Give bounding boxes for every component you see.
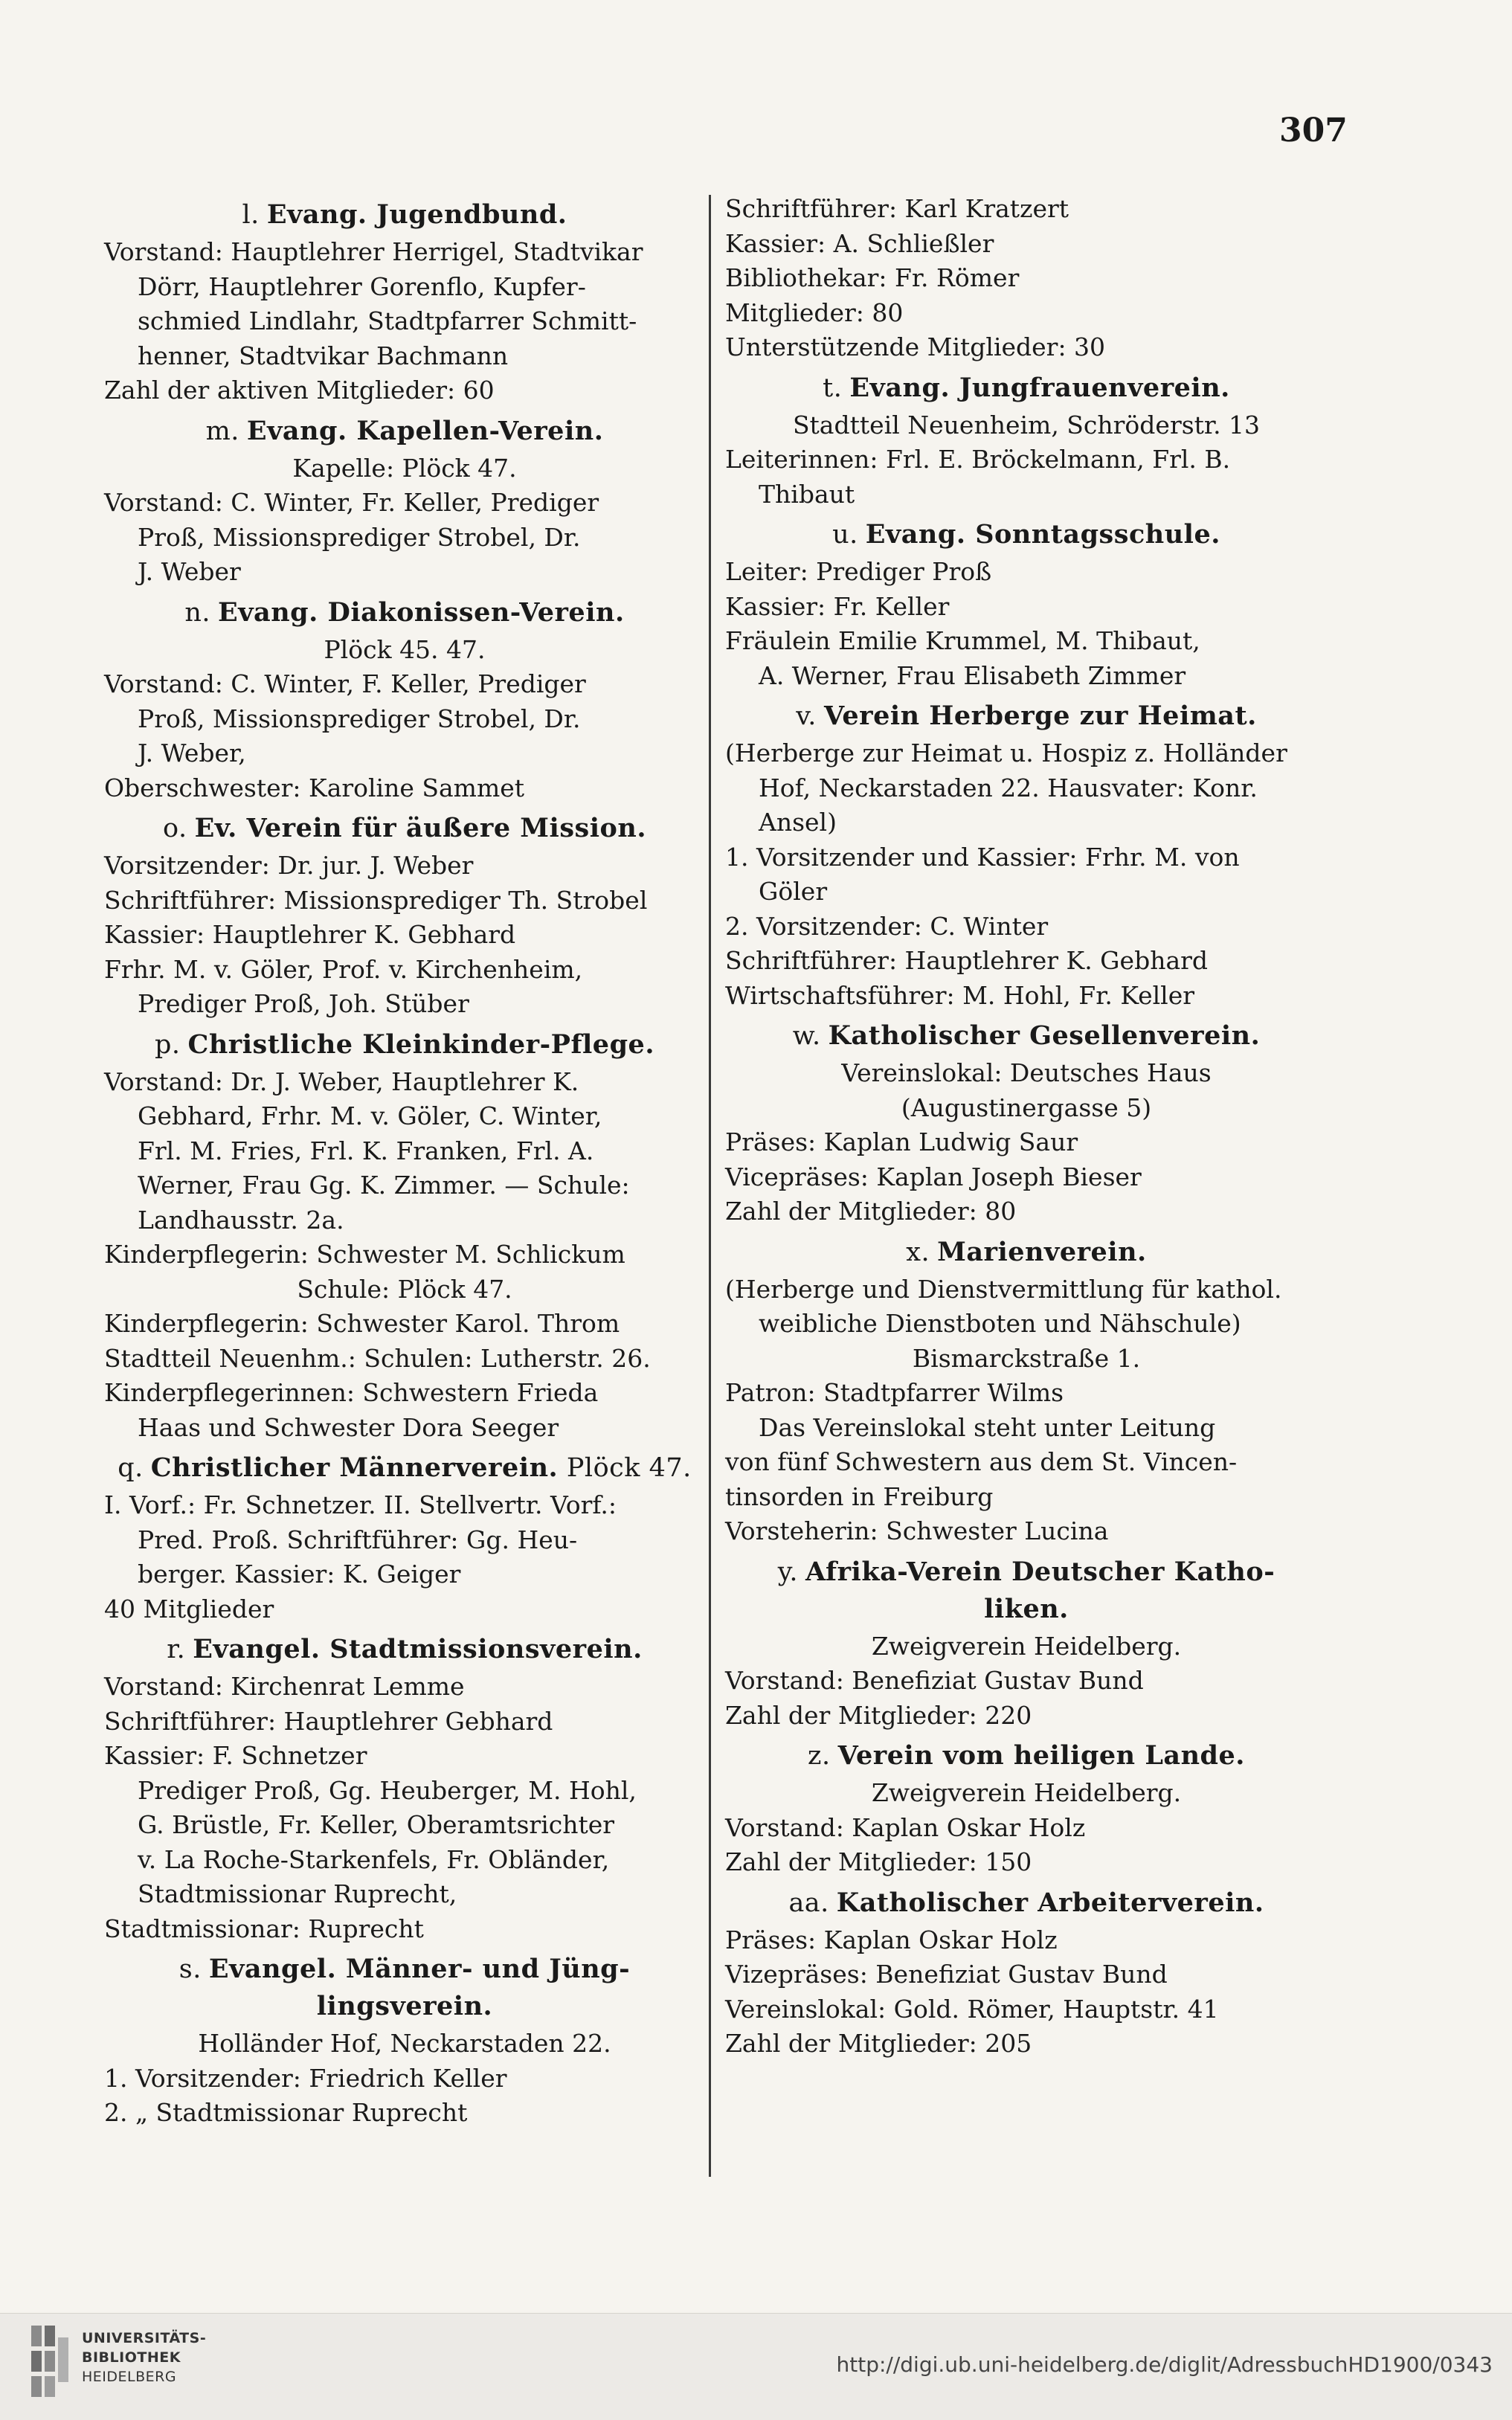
entry-line: Leiterinnen: Frl. E. Bröckelmann, Frl. B. [725, 445, 1231, 474]
entry-line: tinsorden in Freiburg [725, 1481, 994, 1511]
entry-line: v. La Roche-Starkenfels, Fr. Obländer, [138, 1844, 610, 1874]
entry-line: Bismarckstraße 1. [912, 1343, 1141, 1373]
source-url-link[interactable]: http://digi.ub.uni-heidelberg.de/diglit/AdressbuchHD1900/0343 [836, 2352, 1493, 2377]
entry-line: Zweigverein Heidelberg. [871, 1778, 1182, 1807]
entry-letter: q. [118, 1453, 144, 1483]
library-line2: BIBLIOTHEK [82, 2349, 181, 2366]
entry-line: Kassier: Fr. Keller [725, 591, 950, 621]
entry-line: Zahl der Mitglieder: 150 [725, 1847, 1032, 1876]
entry-line: Mitglieder: 80 [725, 297, 904, 327]
entry-line: 40 Mitglieder [104, 1594, 274, 1623]
entry-line: weibliche Dienstboten und Nähschule) [759, 1309, 1241, 1338]
entry-line: Wirtschaftsführer: M. Hohl, Fr. Keller [725, 980, 1195, 1010]
entry-line: Kassier: A. Schließler [725, 228, 994, 258]
entry-title: Verein vom heiligen Lande. [837, 1740, 1245, 1771]
entry-line: Vereinslokal: Gold. Römer, Hauptstr. 41 [725, 1994, 1219, 2024]
entry-line: Kapelle: Plöck 47. [292, 453, 517, 483]
entry-title: Christliche Kleinkinder-Pflege. [187, 1029, 655, 1060]
entry-line: Stadtmissionar: Ruprecht [104, 1914, 424, 1943]
entry-letter: l. [242, 200, 260, 230]
entry-line: Schriftführer: Karl Kratzert [725, 194, 1069, 223]
entry-heading [725, 699, 1328, 733]
entry-heading [725, 1235, 1328, 1269]
entry-line: Präses: Kaplan Oskar Holz [725, 1925, 1058, 1954]
entry-heading [725, 518, 1328, 552]
entry-line: Göler [759, 877, 828, 906]
entry-line: Oberschwester: Karoline Sammet [104, 773, 525, 802]
entry-line: 2. „ Stadtmissionar Ruprecht [104, 2098, 468, 2127]
entry-line: Schriftführer: Missionsprediger Th. Strobel [104, 885, 648, 915]
entry-letter: w. [792, 1021, 821, 1051]
entry-heading [725, 1555, 1328, 1589]
entry-heading [104, 198, 705, 232]
entry-line: von fünf Schwestern aus dem St. Vincen- [725, 1447, 1238, 1476]
entry-title: Marienverein. [937, 1236, 1147, 1267]
directory-entry [104, 1952, 705, 2131]
entry-line: henner, Stadtvikar Bachmann [138, 341, 509, 370]
entry-title: Evang. Sonntagsschule. [865, 519, 1220, 550]
entry-line: Vorstand: Dr. J. Weber, Hauptlehrer K. [104, 1066, 579, 1096]
directory-entry [725, 1555, 1328, 1734]
entry-line: (Herberge zur Heimat u. Hospiz z. Holländer [725, 738, 1287, 767]
directory-entry [104, 1632, 705, 1946]
entry-title: Christlicher Männerverein. [150, 1452, 559, 1483]
entry-line: Zahl der Mitglieder: 220 [725, 1700, 1032, 1730]
entry-line: Fräulein Emilie Krummel, M. Thibaut, [725, 626, 1200, 655]
directory-entry [104, 198, 705, 408]
entry-letter: u. [832, 520, 858, 550]
entry-heading-continued: liken. [984, 1593, 1069, 1624]
entry-heading-continued: lingsverein. [316, 1991, 493, 2021]
entry-line: Proß, Missionsprediger Strobel, Dr. [138, 704, 581, 733]
entry-title: Katholischer Arbeiterverein. [836, 1887, 1264, 1918]
entry-heading [725, 1886, 1328, 1920]
entry-line: Unterstützende Mitglieder: 30 [725, 332, 1106, 361]
entry-line: Kassier: Hauptlehrer K. Gebhard [104, 920, 516, 949]
entry-line: Stadtmissionar Ruprecht, [138, 1879, 457, 1908]
entry-line: I. Vorf.: Fr. Schnetzer. II. Stellvertr. Vorf.: [104, 1490, 617, 1519]
entry-address: Plöck 47. [558, 1453, 692, 1483]
directory-entry [725, 1739, 1328, 1880]
entry-line: Vorsteherin: Schwester Lucina [725, 1516, 1109, 1545]
directory-entry [104, 811, 705, 1022]
entry-line: Zahl der Mitglieder: 205 [725, 2029, 1032, 2058]
entry-line: 2. Vorsitzender: C. Winter [725, 911, 1049, 941]
entry-letter: v. [796, 701, 817, 731]
entry-letter: x. [906, 1237, 930, 1267]
entry-heading [725, 371, 1328, 405]
entry-letter: r. [167, 1635, 186, 1664]
directory-entry [104, 1028, 705, 1446]
entry-title: Afrika-Verein Deutscher Katho- [805, 1556, 1275, 1587]
entry-line: Hof, Neckarstaden 22. Hausvater: Konr. [759, 773, 1258, 802]
entry-line: Vorstand: Kaplan Oskar Holz [725, 1812, 1086, 1842]
entry-line: Frl. M. Fries, Frl. K. Franken, Frl. A. [138, 1136, 594, 1165]
entry-heading [104, 596, 705, 630]
entry-heading [104, 1632, 705, 1667]
column-divider [709, 195, 711, 2177]
entry-heading [725, 1739, 1328, 1773]
entry-line: Präses: Kaplan Ludwig Saur [725, 1127, 1078, 1156]
entry-line: Frhr. M. v. Göler, Prof. v. Kirchenheim, [104, 954, 583, 984]
right-column [725, 192, 1328, 2065]
entry-line: J. Weber [138, 557, 241, 586]
entry-line: Schriftführer: Hauptlehrer Gebhard [104, 1706, 553, 1736]
entry-letter: s. [178, 1954, 202, 1984]
directory-entry [725, 371, 1328, 512]
entry-line: Ansel) [759, 808, 837, 837]
entry-line: Holländer Hof, Neckarstaden 22. [198, 2029, 611, 2058]
entry-title: Evang. Jugendbund. [266, 199, 567, 230]
entry-line: Schule: Plöck 47. [297, 1274, 512, 1304]
entry-line: Das Vereinslokal steht unter Leitung [759, 1412, 1216, 1442]
entry-heading [104, 414, 705, 448]
entry-line: Patron: Stadtpfarrer Wilms [725, 1378, 1064, 1407]
entry-line: 1. Vorsitzender: Friedrich Keller [104, 2063, 507, 2093]
entry-line: Landhausstr. 2a. [138, 1205, 344, 1235]
entry-letter: p. [154, 1029, 181, 1060]
entry-heading [104, 1952, 705, 1986]
library-logo-icon [28, 2323, 73, 2400]
entry-line: Stadtteil Neuenhm.: Schulen: Lutherstr. 26. [104, 1343, 651, 1373]
entry-line: Pred. Proß. Schriftführer: Gg. Heu- [138, 1525, 578, 1554]
entry-line: 1. Vorsitzender und Kassier: Frhr. M. von [725, 842, 1240, 872]
entry-line: J. Weber, [138, 738, 246, 767]
entry-line: (Herberge und Dienstvermittlung für kathol. [725, 1274, 1282, 1304]
entry-letter: aa. [788, 1888, 829, 1918]
entry-line: Leiter: Prediger Proß [725, 557, 992, 586]
entry-line: Thibaut [759, 479, 855, 509]
entry-line: schmied Lindlahr, Stadtpfarrer Schmitt- [138, 306, 637, 335]
directory-entry [104, 1451, 705, 1626]
directory-entry [725, 1019, 1328, 1229]
entry-line: Vorstand: Hauptlehrer Herrigel, Stadtvikar [104, 237, 643, 266]
directory-entry [104, 596, 705, 806]
entry-heading [725, 1019, 1328, 1053]
entry-line: Dörr, Hauptlehrer Gorenflo, Kupfer- [138, 271, 586, 301]
entry-line: Bibliothekar: Fr. Römer [725, 263, 1020, 292]
directory-entry [725, 1235, 1328, 1549]
entry-line: Vicepräses: Kaplan Joseph Bieser [725, 1162, 1142, 1191]
entry-letter: t. [823, 373, 843, 403]
entry-line: Vorsitzender: Dr. jur. J. Weber [104, 851, 474, 880]
entry-title: Evang. Jungfrauenverein. [849, 372, 1230, 403]
entry-line: Kinderpflegerinnen: Schwestern Frieda [104, 1378, 599, 1407]
directory-entry [725, 518, 1328, 693]
library-name [82, 2329, 206, 2387]
entry-title: Katholischer Gesellenverein. [828, 1020, 1261, 1051]
entry-title: Evang. Diakonissen-Verein. [218, 596, 625, 628]
entry-line: Kinderpflegerin: Schwester Karol. Throm [104, 1309, 620, 1338]
directory-entry [104, 414, 705, 590]
entry-heading [104, 1028, 705, 1062]
entry-line: Vorstand: Kirchenrat Lemme [104, 1672, 465, 1701]
page-number: 307 [1279, 112, 1348, 149]
entry-letter: o. [162, 814, 187, 843]
entry-line: Vorstand: C. Winter, F. Keller, Prediger [104, 669, 586, 698]
entry-line: Prediger Proß, Joh. Stüber [138, 989, 469, 1018]
entry-line: Schriftführer: Hauptlehrer K. Gebhard [725, 946, 1209, 975]
entry-line: Vorstand: Benefiziat Gustav Bund [725, 1666, 1144, 1695]
entry-letter: m. [205, 416, 239, 446]
entry-line: Zahl der Mitglieder: 80 [725, 1197, 1017, 1226]
entry-title: Verein Herberge zur Heimat. [823, 701, 1257, 731]
entry-line: Prediger Proß, Gg. Heuberger, M. Hohl, [138, 1775, 637, 1805]
entry-line: berger. Kassier: K. Geiger [138, 1560, 461, 1589]
entry-title: Evang. Kapellen-Verein. [246, 415, 604, 446]
entry-title: Evangel. Männer- und Jüng- [208, 1954, 631, 1984]
directory-entry [725, 699, 1328, 1013]
entry-line: Vizepräses: Benefiziat Gustav Bund [725, 1960, 1168, 1989]
directory-entry [725, 192, 1328, 365]
library-line1: UNIVERSITÄTS- [82, 2330, 207, 2346]
left-column [104, 192, 705, 2134]
entry-line: Zahl der aktiven Mitglieder: 60 [104, 376, 495, 405]
entry-line: A. Werner, Frau Elisabeth Zimmer [759, 660, 1186, 690]
directory-entry [725, 1886, 1328, 2062]
entry-line: Kinderpflegerin: Schwester M. Schlickum [104, 1240, 625, 1269]
entry-line: Gebhard, Frhr. M. v. Göler, C. Winter, [138, 1101, 602, 1130]
entry-title: Evangel. Stadtmissionsverein. [193, 1634, 643, 1664]
entry-line: Kassier: F. Schnetzer [104, 1741, 367, 1770]
entry-line: (Augustinergasse 5) [901, 1092, 1152, 1122]
entry-line: Plöck 45. 47. [324, 634, 486, 664]
entry-line: Proß, Missionsprediger Strobel, Dr. [138, 522, 581, 552]
entry-line: Vorstand: C. Winter, Fr. Keller, Prediger [104, 488, 599, 517]
entry-line: G. Brüstle, Fr. Keller, Oberamtsrichter [138, 1810, 615, 1839]
entry-letter: n. [184, 597, 211, 628]
entry-line: Vereinslokal: Deutsches Haus [841, 1058, 1212, 1087]
entry-title: Ev. Verein für äußere Mission. [194, 813, 647, 843]
footer-bar [0, 2313, 1512, 2420]
entry-letter: z. [808, 1741, 831, 1771]
entry-heading [104, 811, 705, 846]
entry-line: Stadtteil Neuenheim, Schröderstr. 13 [792, 410, 1261, 440]
entry-heading [104, 1451, 705, 1485]
entry-line: Werner, Frau Gg. K. Zimmer. — Schule: [138, 1171, 630, 1200]
entry-line: Zweigverein Heidelberg. [871, 1631, 1182, 1661]
entry-letter: y. [777, 1557, 798, 1587]
library-line3: HEIDELBERG [82, 2369, 177, 2385]
entry-line: Haas und Schwester Dora Seeger [138, 1412, 559, 1442]
